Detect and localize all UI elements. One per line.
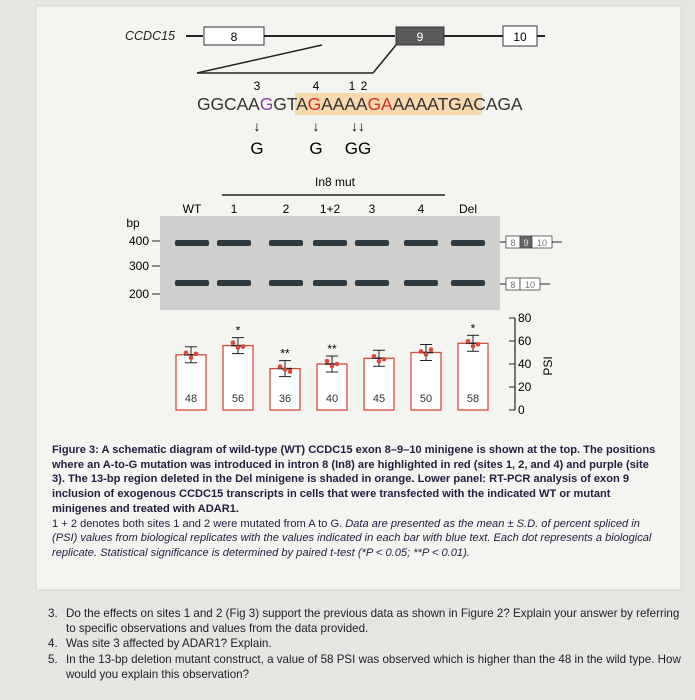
exon-10-label: 10 xyxy=(513,30,527,44)
replicate-dot xyxy=(288,369,293,374)
y-tick-label: 80 xyxy=(518,311,532,325)
significance-mark: ** xyxy=(280,346,290,361)
marker-200: 200 xyxy=(128,287,149,301)
lane-label-2: 2 xyxy=(282,202,290,216)
product2-exon-10-label: 10 xyxy=(524,280,536,290)
sequence-base: G xyxy=(210,94,225,114)
marker-400: 400 xyxy=(128,234,149,248)
replicate-dot xyxy=(330,364,335,369)
replicate-dot xyxy=(372,354,377,359)
site-1-2-arrows: ↓↓ xyxy=(351,118,365,134)
y-tick-label: 60 xyxy=(518,334,532,348)
mutant-group-label: In8 mut xyxy=(314,175,356,189)
figure-caption xyxy=(52,443,664,561)
site-number-1: 1 xyxy=(348,79,356,93)
site-3-arrow: ↓ xyxy=(253,118,261,134)
site-number-3: 3 xyxy=(253,79,261,93)
lane-label-1-2: 1+2 xyxy=(319,202,341,216)
sequence-base: T xyxy=(286,94,297,114)
band-exon-inclusion xyxy=(451,240,485,246)
sequence-base: A xyxy=(404,94,416,114)
bar-value-label: 48 xyxy=(184,393,198,405)
band-exon-inclusion xyxy=(313,240,347,246)
caption-bold-rest: RT-PCR analysis of exon 9 inclusion of exogenous CCDC15 transcripts in cells that were transfected with the indicated WT or mutant minigenes and treated with ADAR1. xyxy=(52,473,630,515)
replicate-dot xyxy=(377,359,382,364)
replicate-dot xyxy=(184,351,189,356)
band-exon-skipping xyxy=(313,280,347,286)
questions-list xyxy=(48,606,688,682)
replicate-dot xyxy=(429,347,434,352)
bar-value-label: 58 xyxy=(466,393,480,405)
bp-label: bp xyxy=(126,216,140,230)
band-exon-skipping xyxy=(355,280,389,286)
sequence-base: A xyxy=(355,94,368,114)
y-axis-label: PSI xyxy=(541,356,555,376)
replicate-dot xyxy=(278,364,283,369)
gene-name: CCDC15 xyxy=(125,29,176,43)
sequence-base: A xyxy=(461,94,474,114)
replicate-dot xyxy=(382,357,387,362)
caption-plain: 1 + 2 denotes both sites 1 and 2 were mutated from A to G. xyxy=(52,517,343,530)
band-exon-inclusion xyxy=(269,240,303,246)
sequence-base: A xyxy=(344,94,356,114)
product2-exon-8-label: 8 xyxy=(510,280,516,290)
exon-8-label: 8 xyxy=(230,30,238,44)
band-exon-inclusion xyxy=(217,240,251,246)
replicate-dot xyxy=(231,340,236,345)
band-exon-inclusion xyxy=(355,240,389,246)
caption-panel-label: Lower panel: xyxy=(417,473,486,486)
bar-value-label: 40 xyxy=(325,393,339,405)
site-1-2-mutant-bases: GG xyxy=(344,139,372,158)
significance-mark: ** xyxy=(327,342,337,356)
site-4-mutant-base: G xyxy=(309,139,323,158)
sequence-base: A xyxy=(485,94,498,114)
bar-value-label: 36 xyxy=(278,393,292,405)
caption-bold: Figure 3: A schematic diagram of wild-type (WT) CCDC15 exon 8–9–10 minigene is shown at the top. The positions where an A-to-G mutation was introduced in intron 8 (In8) are highlighted in red (sites 1, 2, and 4) and purple (site 3). The 13-bp region deleted in the Del minigene is shaded in orange. xyxy=(52,444,656,486)
gel-image xyxy=(160,216,500,310)
lane-label-1: 1 xyxy=(230,202,238,216)
question-4: 4. Was site 3 affected by ADAR1? Explain. xyxy=(48,637,272,651)
bar-value-label: 45 xyxy=(372,393,386,405)
replicate-dot xyxy=(335,362,340,367)
site-4-arrow: ↓ xyxy=(312,118,320,134)
intron-sequence xyxy=(197,94,523,114)
product-exon-8-label: 8 xyxy=(510,238,516,248)
question-5: 5. In the 13-bp deletion mutant construct, a value of 58 PSI was observed which is higher than the 48 in the wild type. How would you explain this observation? xyxy=(48,652,681,681)
exon-9-label: 9 xyxy=(416,30,424,44)
significance-mark: * xyxy=(470,321,476,336)
replicate-dot xyxy=(194,352,199,357)
replicate-dot xyxy=(419,349,424,354)
sequence-base: G xyxy=(307,94,322,114)
sequence-base: A xyxy=(427,94,438,114)
lane-label-del: Del xyxy=(458,202,478,216)
sequence-base: A xyxy=(236,94,249,114)
y-tick-label: 40 xyxy=(518,357,532,371)
replicate-dot xyxy=(325,359,330,364)
sequence-base: G xyxy=(497,94,511,114)
site-3-mutant-base: G xyxy=(250,139,264,158)
sequence-base: A xyxy=(332,94,345,114)
product-exon-10-label: 10 xyxy=(536,238,548,248)
marker-300: 300 xyxy=(128,259,149,273)
site-number-4: 4 xyxy=(312,79,320,93)
band-exon-inclusion xyxy=(175,240,209,246)
sequence-base: C xyxy=(473,94,486,114)
replicate-dot xyxy=(189,356,194,361)
replicate-dot xyxy=(466,339,471,344)
lane-label-wt: WT xyxy=(182,202,202,216)
sequence-base: A xyxy=(392,94,405,114)
replicate-dot xyxy=(424,352,429,357)
lane-label-3: 3 xyxy=(368,202,376,216)
band-exon-skipping xyxy=(217,280,251,286)
replicate-dot xyxy=(283,367,288,372)
band-exon-skipping xyxy=(269,280,303,286)
sequence-base: G xyxy=(197,94,211,114)
y-tick-label: 20 xyxy=(518,380,532,394)
band-exon-inclusion xyxy=(404,240,438,246)
replicate-dot xyxy=(241,344,246,349)
sequence-base: C xyxy=(224,94,237,114)
bar-value-label: 56 xyxy=(231,393,245,405)
sequence-base: G xyxy=(273,94,287,114)
replicate-dot xyxy=(236,345,241,350)
significance-mark: * xyxy=(235,323,241,338)
caption-italic: Data are presented as the mean ± S.D. of percent spliced in (PSI) values from biological replicates with the values indicated in each bar with blue text. Each dot represents a biological replicate. Statistical significance is determined by paired t-test (*P < 0.05; **P < 0.01). xyxy=(52,517,652,559)
y-tick-label: 0 xyxy=(518,403,525,417)
sequence-base: A xyxy=(415,94,428,114)
lane-label-4: 4 xyxy=(417,202,425,216)
site-number-2: 2 xyxy=(360,79,368,93)
band-exon-skipping xyxy=(175,280,209,286)
bar-value-label: 50 xyxy=(419,393,433,405)
sequence-base: A xyxy=(510,94,523,114)
sequence-base: G xyxy=(367,94,381,114)
sequence-base: A xyxy=(248,94,260,114)
sequence-base: T xyxy=(437,94,449,114)
replicate-dot xyxy=(471,344,476,349)
sequence-base: G xyxy=(448,94,462,114)
sequence-base: A xyxy=(296,94,308,114)
question-3: 3. Do the effects on sites 1 and 2 (Fig 3) support the previous data as shown in Figure 2? Explain your answer by referring to specific observations and values from the data provided. xyxy=(48,607,680,636)
product-exon-9-label: 9 xyxy=(523,238,529,248)
replicate-dot xyxy=(476,342,481,347)
sequence-base: G xyxy=(259,94,274,114)
band-exon-skipping xyxy=(451,280,485,286)
sequence-base: A xyxy=(380,94,393,114)
sequence-base: A xyxy=(321,94,333,114)
band-exon-skipping xyxy=(404,280,438,286)
